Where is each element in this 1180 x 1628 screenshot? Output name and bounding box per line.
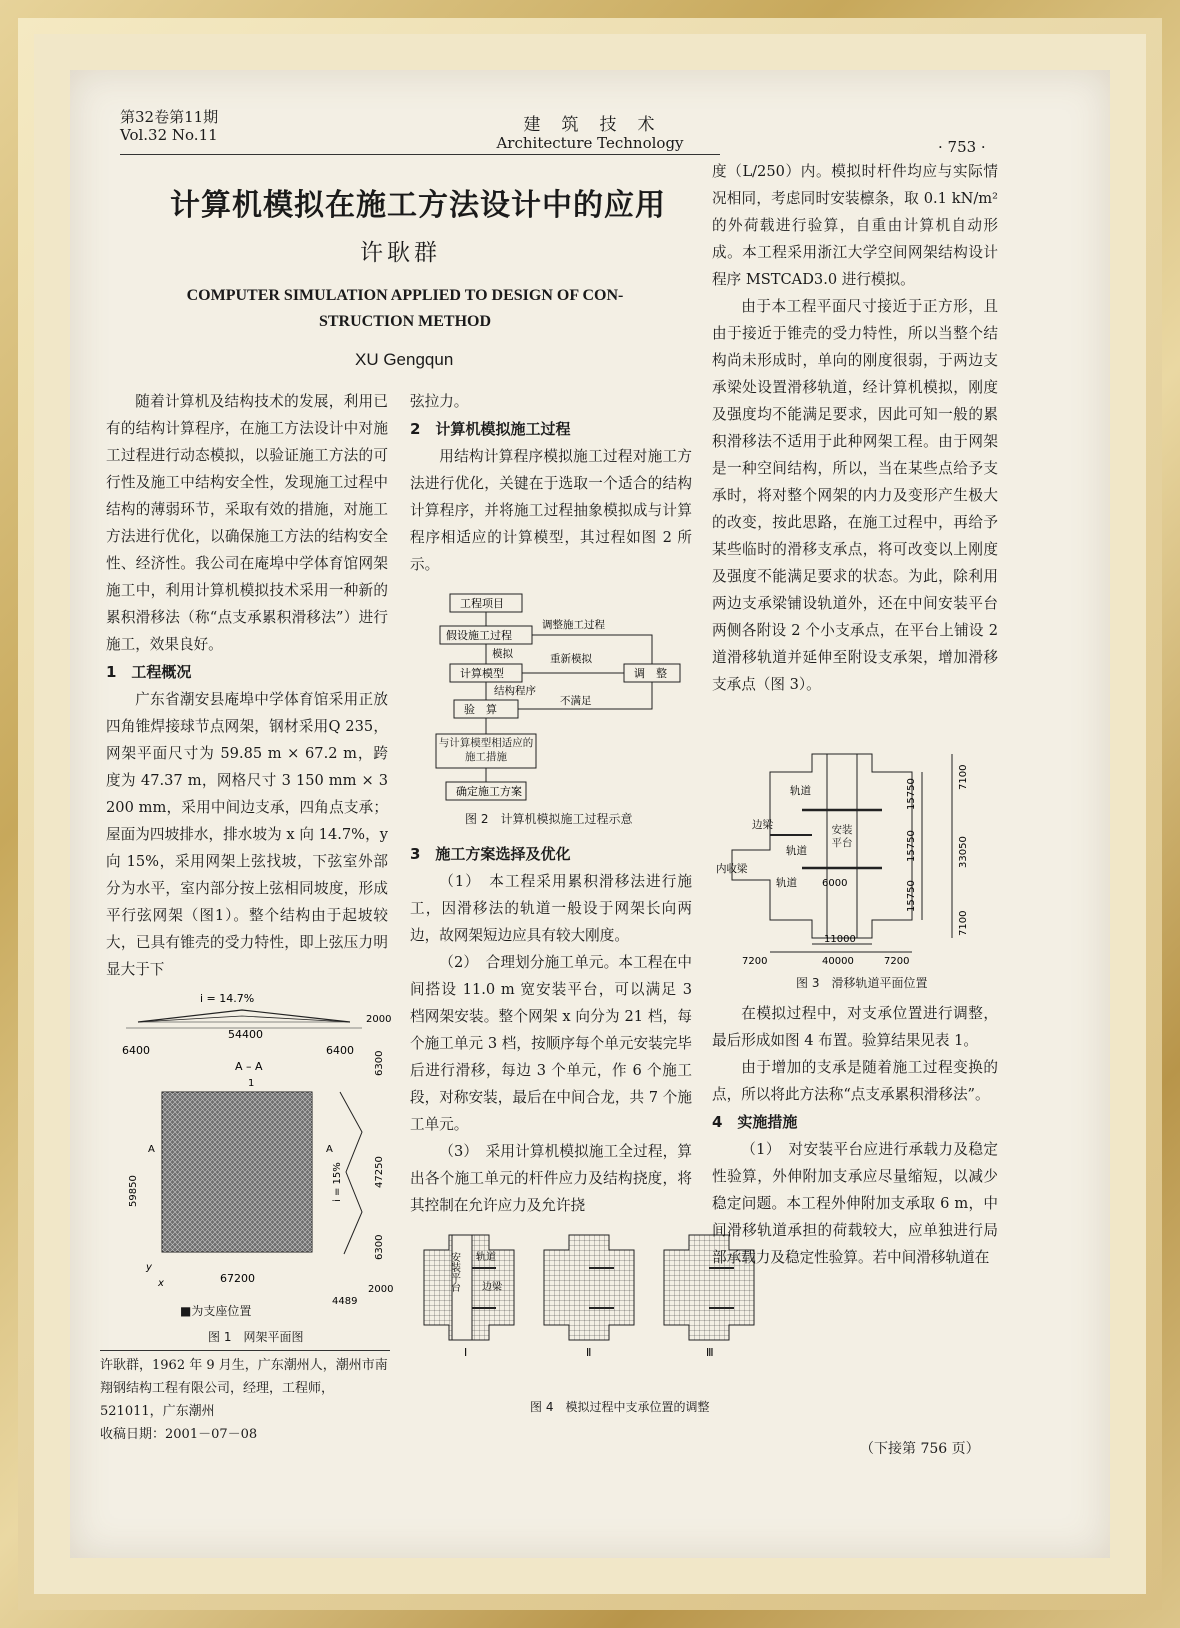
fig1-axis-y: y: [146, 1262, 152, 1273]
fig4-n2: Ⅱ: [586, 1346, 592, 1359]
flow-b1: 工程项目: [460, 597, 504, 610]
col3-paragraph-1: 由于本工程平面尺寸接近于正方形，且由于接近于锥壳的受力特性，所以当整个结构尚未形成时，单向的刚度很弱，于两边支承梁处设置滑移轨道，经计算机模拟，刚度及强度均不能满足要求，因此可知一般的累积滑移法不适用于此种网架工程。由于网架是一种空间结构，所以，当在某些点给予支承时，将对整个网架的内力及变形产生极大的改变，按此思路，在施工过程中，再给予某些临时的滑移支承点，将可改变以上刚度及强度不能满足要求的状态。为此，除利用两边支承梁铺设轨道外，还在中间安装平台两侧各附设 2 个小支承点，在平台上铺设 2 道滑移轨道并延伸至附设支承架，增加滑移支承点（图 3）。: [712, 298, 998, 693]
fig1-caption: 图 1 网架平面图: [208, 1330, 304, 1344]
fig1-dim-y: 59850: [128, 1175, 139, 1207]
fig1-r2: 47250: [374, 1156, 385, 1188]
fig3-b40000: 40000: [822, 956, 854, 967]
column-1: [106, 388, 388, 983]
figure-2-flowchart: [430, 590, 690, 830]
column-2-bottom: [410, 840, 692, 1219]
fig4-platform: 安装平台: [448, 1252, 460, 1292]
fig3-v3: 15750: [906, 880, 917, 912]
fig3-edge: 边梁: [752, 819, 773, 831]
flow-b5: 与计算模型相适应的施工措施: [438, 737, 534, 763]
author-cn: 许耿群: [360, 240, 441, 266]
fig1-slope: i = 14.7%: [200, 992, 255, 1005]
page-number: · 753 ·: [938, 138, 986, 156]
fig3-v1: 15750: [906, 778, 917, 810]
fig4-edge: 边梁: [482, 1282, 502, 1293]
section-2-title: 2 计算机模拟施工过程: [410, 420, 571, 438]
column-2-top: [410, 388, 692, 578]
fig3-inner: 内收梁: [716, 863, 748, 875]
fig4-n1: Ⅰ: [464, 1346, 468, 1359]
flow-l2: 模拟: [492, 648, 513, 660]
fig1-markA: A: [148, 1144, 155, 1155]
fig3-track2: 轨道: [786, 845, 807, 857]
journal-page: [70, 70, 1110, 1558]
fig1-slope-y: i = 15%: [332, 1162, 343, 1202]
flow-b2: 假设施工过程: [446, 629, 512, 642]
flow-l4: 结构程序: [494, 685, 536, 697]
fig1-r3: 6300: [374, 1234, 385, 1260]
column-3-top: [712, 158, 998, 698]
section-3-p3: （3） 采用计算机模拟施工全过程，算出各个施工单元的杆件应力及结构挠度，将其控制在允许应力及允许挠: [410, 1143, 692, 1214]
journal-en: Architecture Technology: [496, 134, 684, 152]
fig3-b7200a: 7200: [742, 956, 768, 967]
figure-3-track-plan: [712, 750, 1002, 970]
flow-l5: 不满足: [560, 695, 592, 707]
fig1-dim-x: 67200: [220, 1272, 255, 1285]
flow-l1: 调整施工过程: [542, 619, 605, 631]
flow-b4: 验 算: [464, 703, 497, 716]
fig1-span: 54400: [228, 1028, 263, 1041]
fig1-height: 2000: [366, 1014, 392, 1025]
section-1-text: 广东省潮安县庵埠中学体育馆采用正放四角锥焊接球节点网架，钢材采用Q 235，网架平面尺寸为 59.85 m × 67.2 m，跨度为 47.37 m，网格尺寸 3 150 mm × 3 200 mm，采用中间边支承，四角点支承；屋面为四坡排水，排水坡为 x 向 14.7%，y 向 15%，采用网架上弦找坡，下弦室外部分为水平，室内部分按上弦相同坡度，形成平行弦网架（图1）。整个结构由于起坡较大，已具有锥壳的受力特性，即上弦压力明显大于下: [106, 691, 388, 978]
fig3-track3: 轨道: [776, 877, 797, 889]
intro-paragraph: 随着计算机及结构技术的发展，利用已有的结构计算程序，在施工方法设计中对施工过程进行动态模拟，以验证施工方法的可行性及施工中结构安全性，发现施工过程中结构的薄弱环节，采取有效的措施，对施工方法进行优化，以确保施工方法的结构安全性、经济性。我公司在庵埠中学体育馆网架施工中，利用计算机模拟技术采用一种新的累积滑移法（称“点支承累积滑移法”）进行施工，效果良好。: [106, 393, 388, 653]
journal-cn: 建 筑 技 术: [523, 115, 657, 135]
fig4-n3: Ⅲ: [706, 1346, 714, 1359]
flow-b6: 确定施工方案: [456, 785, 522, 798]
section-4-p1: （1） 对安装平台应进行承载力及稳定性验算，外伸附加支承应尽量缩短，以减少稳定问题。本工程外伸附加支承取 6 m，中间滑移轨道承担的荷载较大，应单独进行局部承载力及稳定性验算。若中间滑移轨道在: [712, 1141, 998, 1266]
fig3-r1: 7100: [958, 764, 969, 790]
section-4-title: 4 实施措施: [712, 1113, 798, 1131]
fig1-section: A – A: [235, 1060, 263, 1073]
section-3-title: 3 施工方案选择及优化: [410, 845, 571, 863]
figure-1-network-plan: [100, 992, 400, 1322]
fig3-b7200b: 7200: [884, 956, 910, 967]
fig3-platform: 安装平台: [831, 824, 853, 849]
fig3-v2: 15750: [906, 830, 917, 862]
fig1-right: 6400: [326, 1044, 354, 1057]
flow-b7: 调 整: [634, 667, 667, 680]
fig1-left: 6400: [122, 1044, 150, 1057]
fig3-d6000: 6000: [822, 878, 848, 889]
fig4-track: 轨道: [476, 1252, 496, 1263]
flow-l3: 重新模拟: [550, 653, 592, 665]
fig3-r2: 33050: [958, 836, 969, 868]
section-3-p2: （2） 合理划分施工单元。本工程在中间搭设 11.0 m 宽安装平台，可以满足 3 档网架安装。整个网架 x 向分为 21 档，每个施工单元 3 档，按顺序每个单元安装完毕后进行滑移，每边 3 个单元，作 6 个施工段，对称安装，最后在中间合龙，共 7 个施工单元。: [410, 954, 692, 1133]
fig4-caption: 图 4 模拟过程中支承位置的调整: [530, 1400, 710, 1414]
header-rule: [120, 154, 720, 155]
volume-cn: 第32卷第11期: [120, 108, 219, 126]
col3-paragraph-2: 在模拟过程中，对支承位置进行调整，最后形成如图 4 布置。验算结果见表 1。: [712, 1005, 998, 1049]
fig2-caption: 图 2 计算机模拟施工过程示意: [465, 812, 633, 826]
column-3-bottom: [712, 1000, 998, 1271]
fig3-r3: 7100: [958, 910, 969, 936]
paper-title: 计算机模拟在施工方法设计中的应用: [170, 188, 666, 223]
fig1-markA-right: A: [326, 1144, 333, 1155]
fig1-axis-x: x: [158, 1278, 164, 1289]
volume-en: Vol.32 No.11: [120, 126, 218, 144]
fig3-caption: 图 3 滑移轨道平面位置: [796, 976, 928, 990]
fig3-track1: 轨道: [790, 785, 811, 797]
fig1-r-h: 2000: [368, 1284, 394, 1295]
col2-continuation: 弦拉力。: [410, 393, 469, 410]
paper-title-en: COMPUTER SIMULATION APPLIED TO DESIGN OF CON- STRUCTION METHOD: [186, 287, 624, 330]
author-footnote: 许耿群，1962 年 9 月生，广东潮州人，潮州市南翔钢结构工程有限公司，经理，工程师，521011，广东潮州: [100, 1358, 388, 1419]
section-1-title: 1 工程概况: [106, 663, 192, 681]
flow-b3: 计算模型: [460, 667, 504, 680]
col3-paragraph-3: 由于增加的支承是随着施工过程变换的点，所以将此方法称“点支承累积滑移法”。: [712, 1059, 998, 1103]
fig1-legend: ■为支座位置: [180, 1304, 252, 1318]
author-en: XU Gengqun: [355, 350, 454, 369]
col3-continuation: 度（L/250）内。模拟时杆件均应与实际情况相同，考虑同时安装檩条，取 0.1 kN/m² 的外荷载进行验算，自重由计算机自动形成。本工程采用浙江大学空间网架结构设计程序 MSTCAD3.0 进行模拟。: [712, 163, 998, 288]
section-3-p1: （1） 本工程采用累积滑移法进行施工，因滑移法的轨道一般设于网架长向两边，故网架短边应具有较大刚度。: [410, 873, 692, 944]
continued-note: （下接第 756 页）: [860, 1441, 980, 1457]
footnote-rule: [100, 1350, 390, 1351]
fig3-b11000: 11000: [824, 934, 856, 945]
fig1-r1: 6300: [374, 1050, 385, 1076]
received-date: 收稿日期：2001－07－08: [100, 1427, 258, 1442]
fig1-r-w: 4489: [332, 1296, 358, 1307]
fig1-mark1: 1: [248, 1078, 255, 1089]
section-2-text: 用结构计算程序模拟施工过程对施工方法进行优化，关键在于选取一个适合的结构计算程序，并将施工过程抽象模拟成与计算程序相适应的计算模型，其过程如图 2 所示。: [410, 448, 692, 573]
